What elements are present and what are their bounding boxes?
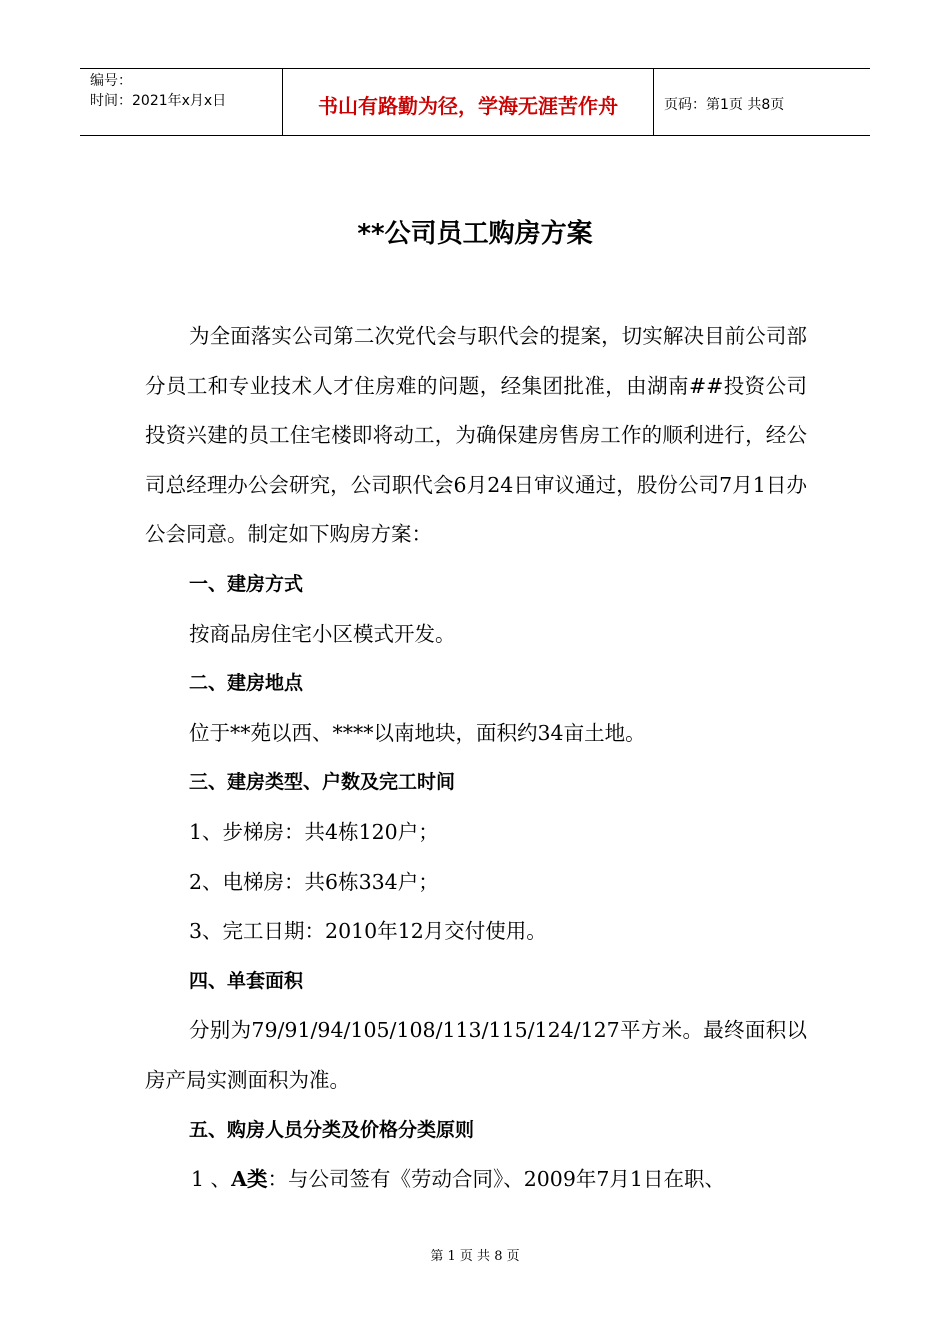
list-number: 1 、 (191, 1167, 232, 1192)
intro-line: 审议通过，股份公司7月1日办公会同意。制定如下购房方案： (145, 472, 807, 547)
document-date: 时间：2021年x月x日 (90, 93, 227, 109)
document-number-label: 编号： (90, 73, 132, 89)
intro-line: 为全面落实公司第二次党代会与职代会的提案，切实解决目前 (189, 324, 746, 348)
section-text-2: 位于**苑以西、****以南地块，面积约34亩土地。 (189, 720, 646, 745)
list-item-completion-date: 3、完工日期：2010年12月交付使用。 (189, 919, 547, 944)
page-footer: 第 1 页 共 8 页 (430, 1249, 520, 1264)
document-body (145, 312, 807, 1205)
intro-paragraph (145, 312, 807, 560)
category-text: ：与公司签有《劳动合同》、2009年7月1日在职、 (267, 1167, 725, 1192)
intro-line: 作的顺利进行，经公司总经理办公会研究，公司职代会6月24日 (145, 423, 808, 497)
section-text-4 (145, 1006, 807, 1105)
section-heading-4: 四、单套面积 (189, 969, 304, 992)
page-header (80, 68, 870, 136)
list-item-stair-building: 1、步梯房：共4栋120户； (189, 819, 439, 844)
header-page-info: 页码：第1页 共8页 (664, 97, 785, 113)
area-line: 分别为79/91/94/105/108/113/115/124/127平方米。最终面积以房 (145, 1018, 807, 1092)
section-heading-1: 一、建房方式 (189, 572, 304, 595)
section-text-5 (145, 1155, 807, 1205)
section-text-1: 按商品房住宅小区模式开发。 (189, 621, 456, 646)
category-label: A类 (231, 1167, 268, 1192)
intro-line: #投资公司投资兴建的员工住宅楼即将动工，为确保建房售房工 (145, 373, 807, 448)
document-title: **公司员工购房方案 (357, 219, 593, 249)
header-meta (80, 69, 282, 135)
list-item-elevator-building: 2、电梯房：共6栋334户； (189, 869, 439, 894)
section-heading-3: 三、建房类型、户数及完工时间 (189, 771, 456, 794)
section-heading-2: 二、建房地点 (189, 672, 304, 695)
section-heading-5: 五、购房人员分类及价格分类原则 (189, 1118, 475, 1141)
area-line: 产局实测面积为准。 (165, 1067, 350, 1092)
intro-line: 公司部分员工和专业技术人才住房难的问题，经集团批准，由湖南# (145, 324, 808, 398)
header-motto: 书山有路勤为径，学海无涯苦作舟 (282, 69, 654, 135)
